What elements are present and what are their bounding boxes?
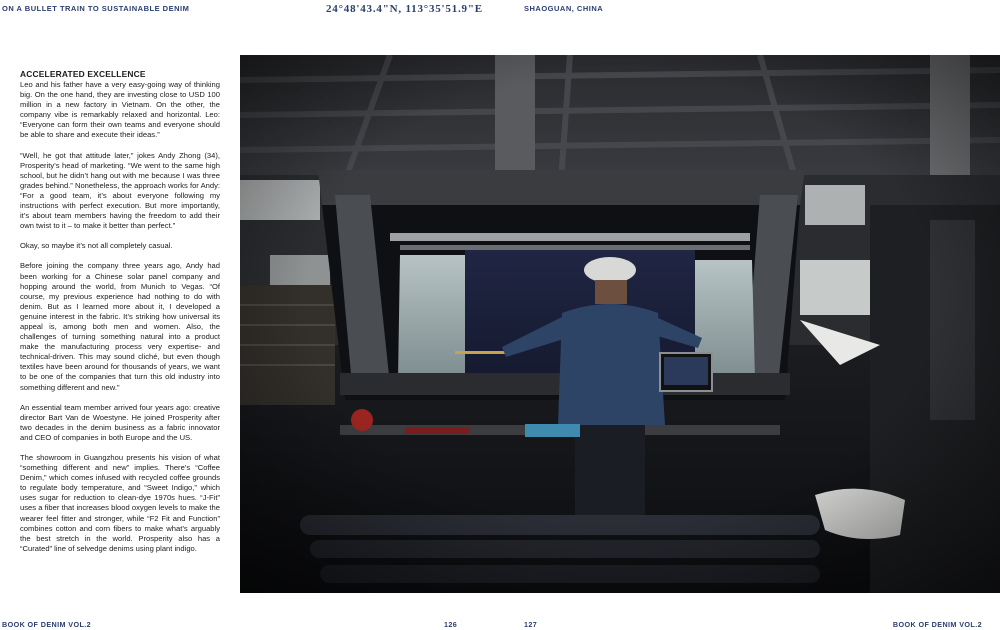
running-title: ON A BULLET TRAIN TO SUSTAINABLE DENIM	[2, 4, 190, 13]
section-heading: ACCELERATED EXCELLENCE	[20, 69, 146, 79]
article-column	[20, 69, 220, 564]
page-number-right: 127	[524, 620, 538, 629]
paragraph: An essential team member arrived four years ago: creative director Bart Van de Woestyne. He joined Prosperity after two decades in the denim business as a fabric innovator and CEO of companies in both Europe and the US.	[20, 402, 220, 442]
paragraph: Before joining the company three years ago, Andy had been working for a Chinese solar panel company and hopping around the world, from Munich to Vegas. “Of course, my previous experience had nothing to do with denim. But as I learned more about it, I developed a genuine interest in the fabric. It’s striking how universal its appeal is, among both men and women. Also, the challenges of turning something natural into a product make the manufacturing process very expertise- and technical-driven. This may sound cliché, but even though textiles have been around for thousands of years, we want to be one of the companies that turn this old industry into something different and new.”	[20, 261, 220, 392]
paragraph: Okay, so maybe it’s not all completely casual.	[20, 241, 173, 251]
location-label: SHAOGUAN, CHINA	[524, 4, 604, 13]
factory-photo	[240, 55, 1000, 593]
paragraph: “Well, he got that attitude later,” jokes Andy Zhong (34), Prosperity’s head of marketing. “We went to the same high school, but he didn’t hang out with me because I was three grades behind.” Nonetheless, the approach works for Andy: “For a good team, it’s about everyone following my instructions with perfect execution. But more importantly, it’s about team members having the freedom to add their own twist to it – to make it better than perfect.”	[20, 150, 220, 231]
page-number-left: 126	[444, 620, 458, 629]
footer-book-title-left: BOOK OF DENIM VOL.2	[2, 620, 92, 629]
gps-coordinates: 24°48'43.4"N, 113°35'51.9"E	[326, 3, 483, 15]
footer-book-title-right: BOOK OF DENIM VOL.2	[892, 620, 982, 629]
paragraph: The showroom in Guangzhou presents his vision of what “something different and new” implies. There’s “Coffee Denim,” which comes infused with recycled coffee grounds to regulate body temperature, and “Sweet Indigo,” which uses sugar for reduction to clean-dye 1970s hues. “J-Fit” uses a fiber that increases blood oxygen levels to make the wearer feel fitter and stronger, while “F2 Fit and Function” combines cotton and corn fibers to make what’s arguably the best stretch in the world. Prosperity also has a “Curated” line of selvedge denims using plant indigo.	[20, 453, 220, 553]
paragraph: Leo and his father have a very easy-going way of thinking big. On the one hand, they are investing close to USD 100 million in a new factory in Vietnam. On the other, the company vibe is remarkably relaxed and horizontal. Leo: “Everyone can form their own teams and everyone should be able to share and execute their ideas.”	[20, 80, 220, 140]
